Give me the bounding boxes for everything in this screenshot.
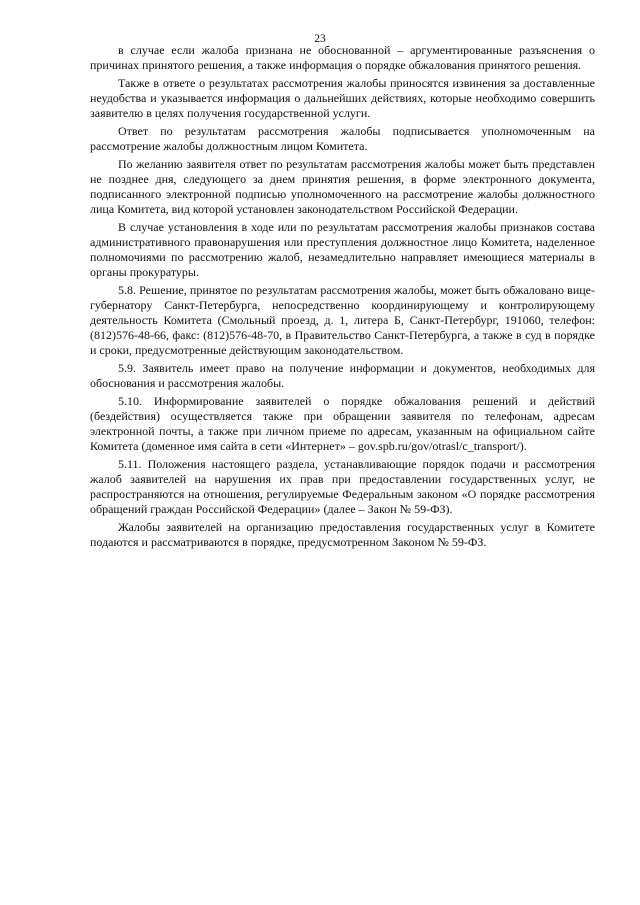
paragraph: 5.8. Решение, принятое по результатам рассмотрения жалобы, может быть обжаловано вице-губернатору Санкт-Петербурга, непосредственно координирующему и контролирующему деятельность Комитета (Смольный проезд, д. 1, литера Б, Санкт-Петербург, 191060, телефон: (812)576-48-66, факс: (812)576-48-70, в Правительство Санкт-Петербурга, а также в суд в порядке и сроки, предусмотренные действующим законодательством. xyxy=(90,283,595,357)
paragraph: 5.9. Заявитель имеет право на получение информации и документов, необходимых для обоснования и рассмотрения жалобы. xyxy=(90,361,595,390)
paragraph: В случае установления в ходе или по результатам рассмотрения жалобы признаков состава административного правонарушения или преступления должностное лицо Комитета, наделенное полномочиями по рассмотрению жалоб, незамедлительно направляет имеющиеся материалы в органы прокуратуры. xyxy=(90,220,595,279)
page-number: 23 xyxy=(314,33,326,45)
paragraph: По желанию заявителя ответ по результатам рассмотрения жалобы может быть представлен не позднее дня, следующего за днем принятия решения, в форме электронного документа, подписанного электронной подписью уполномоченного на рассмотрение жалобы должностного лица Комитета, вид которой установлен законодательством Российской Федерации. xyxy=(90,157,595,216)
paragraph: в случае если жалоба признана не обоснованной – аргументированные разъяснения о причинах принятого решения, а также информация о порядке обжалования принятого решения. xyxy=(90,43,595,72)
paragraph: Также в ответе о результатах рассмотрения жалобы приносятся извинения за доставленные неудобства и указывается информация о дальнейших действиях, которые необходимо совершить заявителю в целях получения государственной услуги. xyxy=(90,76,595,120)
paragraph: Жалобы заявителей на организацию предоставления государственных услуг в Комитете подаются и рассматриваются в порядке, предусмотренном Законом № 59-ФЗ. xyxy=(90,520,595,549)
document-body xyxy=(90,43,595,550)
paragraph: 5.11. Положения настоящего раздела, устанавливающие порядок подачи и рассмотрения жалоб заявителей на нарушения их прав при предоставлении государственных услуг, не распространяются на отношения, регулируемые Федеральным законом «О порядке рассмотрения обращений граждан Российской Федерации» (далее – Закон № 59-ФЗ). xyxy=(90,457,595,516)
paragraph: 5.10. Информирование заявителей о порядке обжалования решений и действий (бездействия) осуществляется также при обращении заявителя по телефонам, адресам электронной почты, а также при личном приеме по адресам, указанным на официальном сайте Комитета (доменное имя сайта в сети «Интернет» – gov.spb.ru/gov/otrasl/c_transport/). xyxy=(90,394,595,453)
paragraph: Ответ по результатам рассмотрения жалобы подписывается уполномоченным на рассмотрение жалобы должностным лицом Комитета. xyxy=(90,124,595,153)
